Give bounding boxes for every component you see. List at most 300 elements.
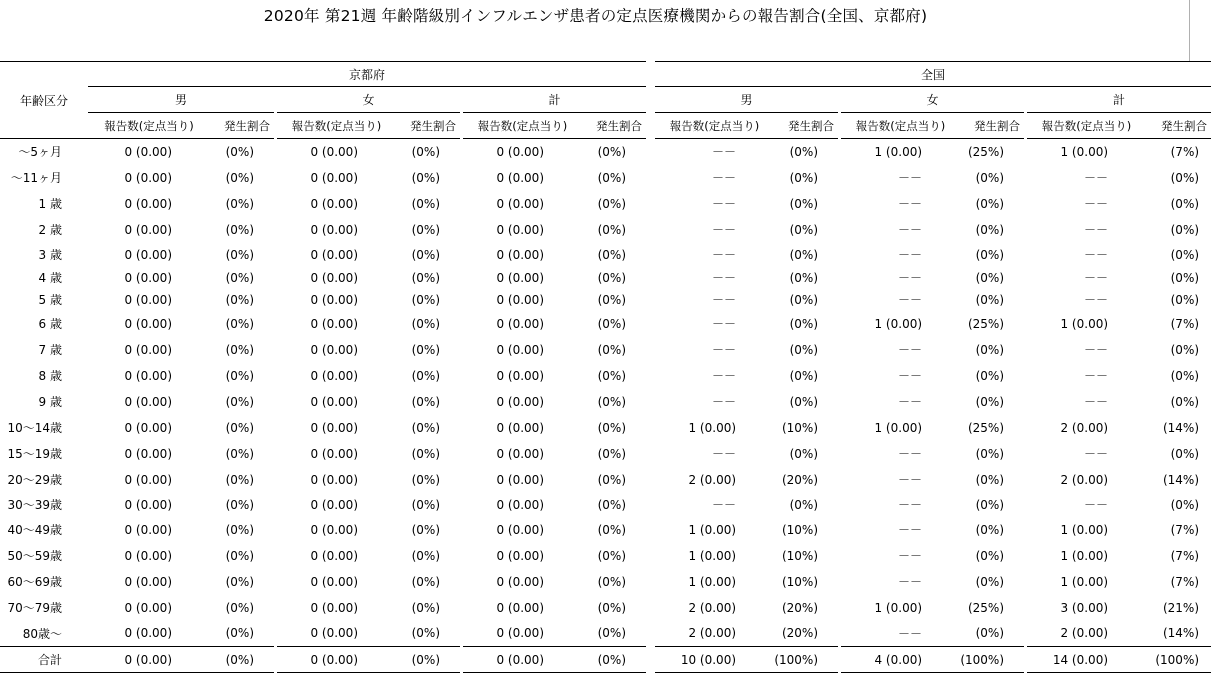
ratio-header: 発生割合 [210,113,274,139]
national-ratio-cell: (0%) [789,170,819,185]
national-ratio-cell: (0%) [789,247,819,262]
national-count-cell: 1 (0.00) [688,548,737,563]
kyoto-count-cell: 0 (0.00) [277,647,396,673]
national-ratio-cell: (0%) [1170,446,1200,461]
national-count-cell: －－ [898,343,923,357]
national-ratio-cell: (0%) [789,497,819,512]
kyoto-count-cell: 0 (0.00) [496,626,544,641]
kyoto-ratio-cell: (0%) [225,196,254,211]
age-cell: 70～79歳 [7,601,62,615]
national-ratio-cell: (0%) [1170,292,1200,307]
age-cell: 7 歳 [38,343,62,357]
kyoto-ratio-cell: (0%) [411,170,440,185]
kyoto-count-cell: 0 (0.00) [310,270,358,285]
kyoto-ratio-cell: (0%) [411,626,440,641]
kyoto-count-cell: 0 (0.00) [310,574,358,589]
national-count-cell: －－ [712,197,737,211]
national-ratio-cell: (14%) [1162,420,1200,435]
national-count-cell: －－ [898,626,923,641]
national-count-cell: 1 (0.00) [688,522,737,537]
national-count-cell: 1 (0.00) [1060,316,1109,331]
kyoto-count-cell: 0 (0.00) [310,247,358,262]
kyoto-count-cell: 0 (0.00) [496,144,544,159]
kyoto-female-header: 女 [277,87,460,113]
reports-header: 報告数(定点当り) [1027,113,1146,139]
national-count-cell: －－ [712,145,737,160]
kyoto-count-cell: 0 (0.00) [310,548,358,563]
kyoto-count-cell: 0 (0.00) [310,522,358,537]
national-ratio-cell: (100%) [1146,647,1211,673]
kyoto-ratio-cell: (0%) [597,342,627,357]
national-count-cell: －－ [898,223,923,237]
national-count-cell: －－ [712,343,737,357]
table-body [0,139,1211,673]
age-cell: 30～39歳 [7,498,62,512]
national-ratio-cell: (0%) [789,196,819,211]
kyoto-count-cell: 0 (0.00) [124,368,172,383]
ratio-header: 発生割合 [1146,113,1211,139]
kyoto-ratio-cell: (0%) [225,626,254,641]
national-ratio-cell: (0%) [975,368,1005,383]
national-ratio-cell: (14%) [1162,472,1200,487]
kyoto-count-cell: 0 (0.00) [124,170,172,185]
header-row-sex [0,87,1211,113]
kyoto-count-cell: 0 (0.00) [496,196,544,211]
national-ratio-cell: (14%) [1162,626,1200,641]
kyoto-count-cell: 0 (0.00) [496,522,544,537]
ratio-header: 発生割合 [582,113,646,139]
national-count-cell: 10 (0.00) [655,647,774,673]
national-count-cell: －－ [712,447,737,461]
kyoto-ratio-cell: (0%) [597,574,627,589]
table-row [0,363,1211,389]
kyoto-ratio-cell: (0%) [411,342,440,357]
national-count-cell: －－ [712,395,737,409]
national-count-cell: 1 (0.00) [874,600,923,615]
kyoto-ratio-cell: (0%) [411,446,440,461]
kyoto-count-cell: 0 (0.00) [310,196,358,211]
kyoto-ratio-cell: (0%) [411,574,440,589]
kyoto-ratio-cell: (0%) [411,316,440,331]
kyoto-count-cell: 0 (0.00) [124,270,172,285]
national-count-cell: －－ [712,223,737,237]
national-count-cell: －－ [1084,223,1109,237]
kyoto-ratio-cell: (0%) [582,647,646,673]
table-row [0,139,1211,165]
national-count-cell: 1 (0.00) [874,316,923,331]
kyoto-ratio-cell: (0%) [411,222,440,237]
national-ratio-cell: (0%) [975,222,1005,237]
kyoto-ratio-cell: (0%) [225,368,254,383]
kyoto-count-cell: 0 (0.00) [124,497,172,512]
table-row [0,337,1211,363]
national-ratio-cell: (20%) [781,472,819,487]
page-title: 2020年 第21週 年齢階級別インフルエンザ患者の定点医療機関からの報告割合(全国、京都府) [263,7,928,25]
kyoto-ratio-cell: (0%) [411,196,440,211]
table-row [0,569,1211,595]
ratio-header: 発生割合 [960,113,1024,139]
table-row [0,165,1211,191]
national-ratio-cell: (7%) [1170,522,1200,537]
national-count-cell: 1 (0.00) [1060,548,1109,563]
national-ratio-cell: (0%) [975,574,1005,589]
kyoto-count-cell: 0 (0.00) [124,342,172,357]
kyoto-count-cell: 0 (0.00) [124,548,172,563]
national-count-cell: －－ [1084,293,1109,307]
age-cell: 80歳～ [22,626,62,641]
national-count-cell: －－ [898,293,923,307]
national-ratio-cell: (0%) [975,394,1005,409]
kyoto-count-cell: 0 (0.00) [310,222,358,237]
kyoto-ratio-cell: (0%) [597,170,627,185]
national-ratio-cell: (0%) [975,522,1005,537]
kyoto-count-cell: 0 (0.00) [124,522,172,537]
kyoto-ratio-cell: (0%) [225,548,254,563]
national-count-cell: 1 (0.00) [874,420,923,435]
kyoto-ratio-cell: (0%) [225,446,254,461]
national-count-cell: －－ [898,369,923,383]
kyoto-count-cell: 0 (0.00) [310,144,358,159]
national-count-cell: 1 (0.00) [874,144,923,159]
national-ratio-cell: (0%) [789,342,819,357]
kyoto-ratio-cell: (0%) [225,222,254,237]
kyoto-count-cell: 0 (0.00) [496,316,544,331]
kyoto-ratio-cell: (0%) [225,144,254,159]
national-count-cell: －－ [898,473,923,487]
kyoto-ratio-cell: (0%) [396,647,460,673]
national-count-cell: －－ [898,523,923,537]
kyoto-count-cell: 0 (0.00) [496,420,544,435]
national-count-cell: －－ [1084,248,1109,262]
kyoto-count-cell: 0 (0.00) [310,292,358,307]
national-ratio-cell: (0%) [789,316,819,331]
kyoto-ratio-cell: (0%) [225,420,254,435]
national-male-header: 男 [655,87,838,113]
national-ratio-cell: (0%) [789,368,819,383]
kyoto-count-cell: 0 (0.00) [124,247,172,262]
kyoto-count-cell: 0 (0.00) [496,292,544,307]
national-count-cell: －－ [712,498,737,512]
kyoto-ratio-cell: (0%) [597,420,627,435]
kyoto-count-cell: 0 (0.00) [496,394,544,409]
kyoto-ratio-cell: (0%) [597,316,627,331]
national-count-cell: －－ [1084,498,1109,512]
kyoto-count-cell: 0 (0.00) [496,368,544,383]
age-cell: 8 歳 [38,369,62,383]
kyoto-ratio-cell: (0%) [597,270,627,285]
kyoto-count-cell: 0 (0.00) [310,497,358,512]
national-count-cell: －－ [898,549,923,563]
kyoto-count-cell: 0 (0.00) [310,446,358,461]
national-ratio-cell: (21%) [1162,600,1200,615]
kyoto-header: 京都府 [88,62,646,87]
national-count-cell: －－ [898,197,923,211]
kyoto-ratio-cell: (0%) [225,247,254,262]
national-count-cell: －－ [1084,197,1109,211]
age-cell: 60～69歳 [7,575,62,589]
national-ratio-cell: (0%) [1170,196,1200,211]
age-cell: 9 歳 [38,395,62,409]
kyoto-ratio-cell: (0%) [597,222,627,237]
header-row-region [0,62,1211,87]
kyoto-ratio-cell: (0%) [597,394,627,409]
national-count-cell: －－ [712,271,737,285]
national-ratio-cell: (25%) [967,600,1005,615]
national-count-cell: －－ [1084,369,1109,383]
kyoto-ratio-cell: (0%) [411,600,440,615]
table-row [0,217,1211,243]
national-count-cell: 14 (0.00) [1027,647,1146,673]
national-ratio-cell: (0%) [975,247,1005,262]
national-count-cell: 2 (0.00) [1060,472,1109,487]
national-count-cell: －－ [898,171,923,185]
national-count-cell: 1 (0.00) [1060,144,1109,159]
table-row [0,243,1211,267]
kyoto-ratio-cell: (0%) [225,170,254,185]
total-row [0,647,1211,673]
kyoto-count-cell: 0 (0.00) [88,647,210,673]
national-ratio-cell: (10%) [781,548,819,563]
kyoto-count-cell: 0 (0.00) [310,472,358,487]
age-cell: 20～29歳 [7,473,62,487]
reports-header: 報告数(定点当り) [277,113,396,139]
national-ratio-cell: (0%) [1170,247,1200,262]
kyoto-ratio-cell: (0%) [411,247,440,262]
national-count-cell: －－ [898,271,923,285]
national-ratio-cell: (25%) [967,144,1005,159]
kyoto-total-header: 計 [463,87,646,113]
national-count-cell: －－ [1084,271,1109,285]
kyoto-ratio-cell: (0%) [411,497,440,512]
national-count-cell: －－ [898,395,923,409]
national-count-cell: 2 (0.00) [1060,420,1109,435]
kyoto-count-cell: 0 (0.00) [463,647,582,673]
national-count-cell: －－ [1084,447,1109,461]
national-ratio-cell: (0%) [789,292,819,307]
table-row [0,311,1211,337]
kyoto-ratio-cell: (0%) [411,144,440,159]
age-cell: 15～19歳 [7,447,62,461]
national-count-cell: 2 (0.00) [1060,626,1109,641]
reports-header: 報告数(定点当り) [88,113,210,139]
national-ratio-cell: (0%) [975,446,1005,461]
national-ratio-cell: (0%) [975,626,1005,641]
national-count-cell: 1 (0.00) [1060,522,1109,537]
age-cell: ～5ヶ月 [18,145,62,160]
kyoto-ratio-cell: (0%) [225,316,254,331]
table-row [0,389,1211,415]
national-count-cell: 1 (0.00) [1060,574,1109,589]
age-cell: 3 歳 [38,248,62,262]
kyoto-ratio-cell: (0%) [597,446,627,461]
national-ratio-cell: (0%) [1170,222,1200,237]
kyoto-ratio-cell: (0%) [411,420,440,435]
table-row [0,289,1211,311]
age-cell: 4 歳 [38,271,62,285]
kyoto-count-cell: 0 (0.00) [124,600,172,615]
kyoto-count-cell: 0 (0.00) [496,446,544,461]
kyoto-count-cell: 0 (0.00) [124,144,172,159]
kyoto-ratio-cell: (0%) [210,647,274,673]
kyoto-count-cell: 0 (0.00) [496,497,544,512]
national-count-cell: 2 (0.00) [688,600,737,615]
kyoto-count-cell: 0 (0.00) [496,600,544,615]
national-count-cell: 1 (0.00) [688,420,737,435]
national-count-cell: －－ [712,293,737,307]
kyoto-count-cell: 0 (0.00) [496,342,544,357]
kyoto-ratio-cell: (0%) [597,600,627,615]
kyoto-count-cell: 0 (0.00) [124,446,172,461]
kyoto-male-header: 男 [88,87,274,113]
national-count-cell: 3 (0.00) [1060,600,1109,615]
kyoto-ratio-cell: (0%) [411,548,440,563]
age-cell: 5 歳 [38,293,62,307]
section-gap [646,62,655,87]
national-count-cell: 2 (0.00) [688,472,737,487]
kyoto-ratio-cell: (0%) [225,522,254,537]
right-edge-line [1189,0,1190,62]
reports-header: 報告数(定点当り) [463,113,582,139]
kyoto-ratio-cell: (0%) [597,196,627,211]
national-ratio-cell: (100%) [774,647,838,673]
kyoto-count-cell: 0 (0.00) [310,420,358,435]
national-ratio-cell: (0%) [1170,497,1200,512]
national-ratio-cell: (10%) [781,574,819,589]
kyoto-count-cell: 0 (0.00) [496,247,544,262]
national-ratio-cell: (7%) [1170,144,1200,159]
kyoto-count-cell: 0 (0.00) [496,222,544,237]
age-cell: ～11ヶ月 [10,171,62,185]
kyoto-ratio-cell: (0%) [411,472,440,487]
kyoto-ratio-cell: (0%) [225,472,254,487]
kyoto-ratio-cell: (0%) [411,270,440,285]
kyoto-count-cell: 0 (0.00) [310,342,358,357]
national-female-header: 女 [841,87,1024,113]
national-count-cell: 1 (0.00) [688,574,737,589]
national-count-cell: －－ [898,575,923,589]
kyoto-ratio-cell: (0%) [411,394,440,409]
table-row [0,517,1211,543]
age-cell: 合計 [0,647,88,673]
kyoto-count-cell: 0 (0.00) [496,170,544,185]
age-cell: 6 歳 [38,317,62,331]
national-ratio-cell: (25%) [967,420,1005,435]
kyoto-ratio-cell: (0%) [411,292,440,307]
national-ratio-cell: (0%) [1170,270,1200,285]
reports-header: 報告数(定点当り) [655,113,774,139]
national-count-cell: －－ [712,369,737,383]
age-cell: 1 歳 [38,197,62,211]
national-count-cell: 2 (0.00) [688,626,737,641]
national-ratio-cell: (0%) [1170,394,1200,409]
national-ratio-cell: (0%) [789,394,819,409]
national-ratio-cell: (20%) [781,600,819,615]
kyoto-ratio-cell: (0%) [225,394,254,409]
kyoto-ratio-cell: (0%) [597,497,627,512]
kyoto-count-cell: 0 (0.00) [310,368,358,383]
national-ratio-cell: (25%) [967,316,1005,331]
national-ratio-cell: (0%) [1170,368,1200,383]
kyoto-ratio-cell: (0%) [597,626,627,641]
kyoto-ratio-cell: (0%) [597,548,627,563]
kyoto-ratio-cell: (0%) [597,368,627,383]
kyoto-ratio-cell: (0%) [225,342,254,357]
kyoto-count-cell: 0 (0.00) [496,548,544,563]
kyoto-count-cell: 0 (0.00) [496,574,544,589]
age-cell: 40～49歳 [7,523,62,537]
kyoto-count-cell: 0 (0.00) [124,574,172,589]
national-ratio-cell: (0%) [789,446,819,461]
kyoto-count-cell: 0 (0.00) [124,292,172,307]
kyoto-ratio-cell: (0%) [597,247,627,262]
table-row [0,415,1211,441]
kyoto-count-cell: 0 (0.00) [310,394,358,409]
national-ratio-cell: (0%) [975,548,1005,563]
table-row [0,441,1211,467]
age-group-header: 年齢区分 [0,62,88,139]
national-count-cell: 4 (0.00) [841,647,960,673]
kyoto-count-cell: 0 (0.00) [310,626,358,641]
table-row [0,191,1211,217]
national-ratio-cell: (0%) [975,342,1005,357]
kyoto-count-cell: 0 (0.00) [310,600,358,615]
national-header: 全国 [655,62,1211,87]
kyoto-count-cell: 0 (0.00) [496,472,544,487]
kyoto-ratio-cell: (0%) [597,472,627,487]
national-count-cell: －－ [898,498,923,512]
kyoto-ratio-cell: (0%) [225,292,254,307]
national-total-header: 計 [1027,87,1211,113]
kyoto-count-cell: 0 (0.00) [496,270,544,285]
kyoto-ratio-cell: (0%) [597,292,627,307]
age-cell: 50～59歳 [7,549,62,563]
kyoto-ratio-cell: (0%) [225,600,254,615]
national-count-cell: －－ [712,248,737,262]
national-count-cell: －－ [712,317,737,331]
kyoto-count-cell: 0 (0.00) [124,196,172,211]
header-row-sub [0,113,1211,139]
national-ratio-cell: (7%) [1170,316,1200,331]
national-ratio-cell: (0%) [975,292,1005,307]
age-cell: 10～14歳 [7,421,62,435]
kyoto-count-cell: 0 (0.00) [124,420,172,435]
kyoto-count-cell: 0 (0.00) [310,170,358,185]
national-ratio-cell: (0%) [975,170,1005,185]
national-ratio-cell: (7%) [1170,574,1200,589]
national-ratio-cell: (0%) [975,472,1005,487]
national-count-cell: －－ [1084,171,1109,185]
kyoto-count-cell: 0 (0.00) [310,316,358,331]
national-ratio-cell: (10%) [781,522,819,537]
age-cell: 2 歳 [38,223,62,237]
national-ratio-cell: (0%) [789,222,819,237]
kyoto-ratio-cell: (0%) [597,522,627,537]
table-row [0,595,1211,621]
national-ratio-cell: (7%) [1170,548,1200,563]
table-row [0,493,1211,517]
kyoto-count-cell: 0 (0.00) [124,316,172,331]
kyoto-count-cell: 0 (0.00) [124,472,172,487]
national-count-cell: －－ [898,447,923,461]
national-count-cell: －－ [1084,395,1109,409]
national-count-cell: －－ [1084,343,1109,357]
table-row [0,467,1211,493]
national-ratio-cell: (20%) [781,626,819,641]
table-row [0,543,1211,569]
kyoto-ratio-cell: (0%) [225,574,254,589]
kyoto-count-cell: 0 (0.00) [124,394,172,409]
ratio-header: 発生割合 [396,113,460,139]
